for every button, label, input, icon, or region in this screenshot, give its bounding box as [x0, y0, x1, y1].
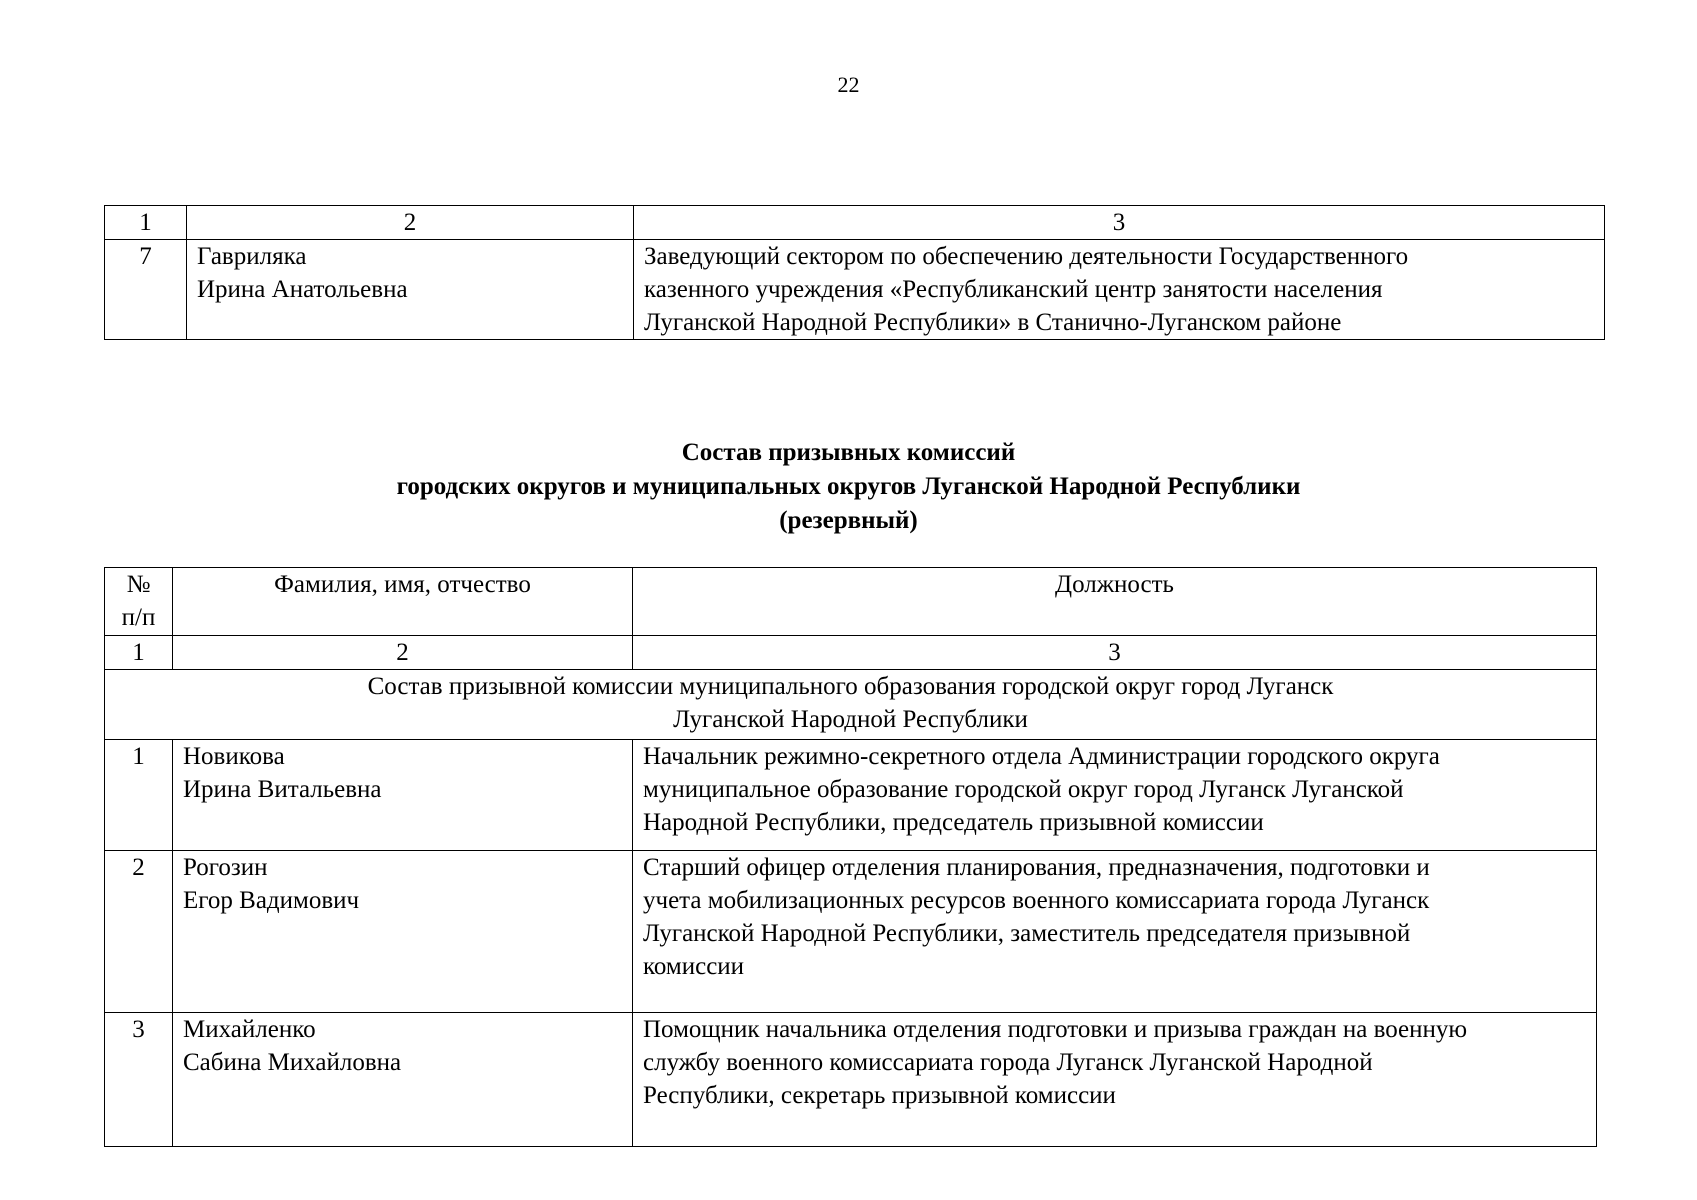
row-number: 1 — [105, 740, 173, 851]
row-number: 7 — [105, 240, 187, 340]
position-line: Народной Республики, председатель призывной комиссии — [643, 809, 1264, 836]
column-number-3: 3 — [634, 206, 1605, 240]
column-number-row — [105, 636, 1597, 670]
surname: Рогозин — [183, 854, 268, 881]
header-position: Должность — [633, 568, 1597, 636]
table-row — [105, 1013, 1597, 1147]
member-name — [187, 240, 634, 340]
row-number: 3 — [105, 1013, 173, 1147]
section-title-line: городских округов и муниципальных округов Луганской Народной Республики — [396, 473, 1301, 500]
position-line: Помощник начальника отделения подготовки и призыва граждан на военную — [643, 1016, 1468, 1043]
member-name — [173, 1013, 633, 1147]
member-position — [633, 851, 1597, 1013]
column-number-row — [105, 206, 1605, 240]
position-line: Луганской Народной Республики, заместитель председателя призывной — [643, 920, 1411, 947]
position-line: муниципальное образование городской округ город Луганск Луганской — [643, 776, 1404, 803]
section-title-line: (резервный) — [779, 507, 918, 534]
row-number: 2 — [105, 851, 173, 1013]
member-position — [633, 1013, 1597, 1147]
continuation-table — [104, 205, 1605, 340]
table-row — [105, 851, 1597, 1013]
table-row — [105, 240, 1605, 340]
table-row — [105, 740, 1597, 851]
position-line: комиссии — [643, 953, 745, 980]
given-names: Сабина Михайловна — [183, 1049, 402, 1076]
surname: Новикова — [183, 743, 285, 770]
header-number: № п/п — [105, 568, 173, 636]
given-names: Егор Вадимович — [183, 887, 360, 914]
surname: Михайленко — [183, 1016, 316, 1043]
position-line: Старший офицер отделения планирования, предназначения, подготовки и — [643, 854, 1430, 881]
commission-table — [104, 567, 1597, 1147]
position-line: Начальник режимно-секретного отдела Администрации городского округа — [643, 743, 1440, 770]
page-number: 22 — [837, 72, 860, 97]
header-name: Фамилия, имя, отчество — [173, 568, 633, 636]
section-title-line: Состав призывных комиссий — [681, 439, 1016, 466]
group-title-line: Состав призывной комиссии муниципального образования городской округ город Луганск — [367, 673, 1334, 700]
position-line: Луганской Народной Республики» в Станично-Луганском районе — [644, 309, 1342, 336]
position-line: Заведующий сектором по обеспечению деятельности Государственного — [644, 243, 1409, 270]
column-number-3: 3 — [633, 636, 1597, 670]
column-number-1: 1 — [105, 206, 187, 240]
position-line: учета мобилизационных ресурсов военного комиссариата города Луганск — [643, 887, 1430, 914]
column-number-2: 2 — [173, 636, 633, 670]
column-number-1: 1 — [105, 636, 173, 670]
member-position — [633, 740, 1597, 851]
given-names: Ирина Витальевна — [183, 776, 382, 803]
section-title — [0, 436, 1697, 538]
position-line: Республики, секретарь призывной комиссии — [643, 1082, 1116, 1109]
member-name — [173, 740, 633, 851]
header-row — [105, 568, 1597, 636]
member-name — [173, 851, 633, 1013]
position-line: службу военного комиссариата города Луганск Луганской Народной — [643, 1049, 1373, 1076]
group-title-line: Луганской Народной Республики — [673, 706, 1028, 733]
member-position — [634, 240, 1605, 340]
group-row — [105, 670, 1597, 740]
group-title — [105, 670, 1597, 740]
surname: Гавриляка — [197, 243, 307, 270]
given-names: Ирина Анатольевна — [197, 276, 408, 303]
position-line: казенного учреждения «Республиканский центр занятости населения — [644, 276, 1383, 303]
column-number-2: 2 — [187, 206, 634, 240]
